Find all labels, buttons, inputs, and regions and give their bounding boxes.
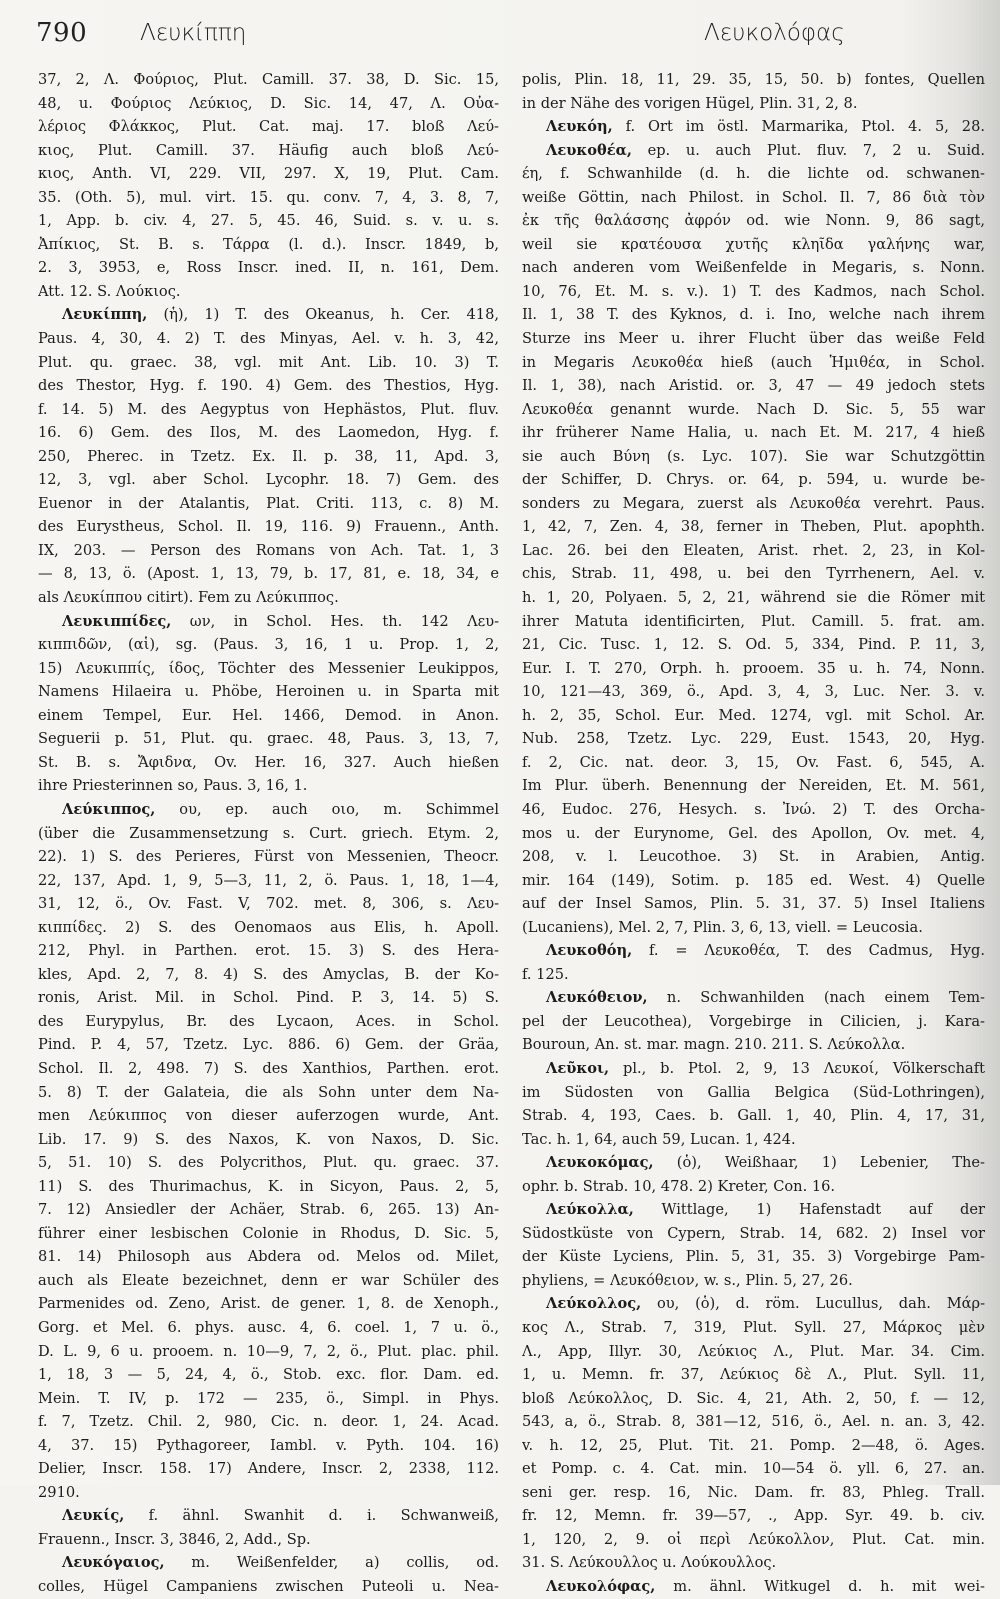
line-text: 10, 76, Et. M. s. v.). 1) T. des Kadmos, nach Schol. [522,282,985,300]
line-text: m. ähnl. Witkugel d. h. mit wei- [655,1578,985,1595]
text-line [38,162,499,186]
line-text: D. L. 9, 6 u. prooem. n. 10—9, 7, 2, ö., Plut. plac. phil. [38,1342,499,1360]
line-text: Plut. qu. graec. 38, vgl. mit Ant. Lib. 10. 3) T. [38,353,499,371]
text-line [38,327,499,351]
text-line [522,586,985,610]
text-line [522,186,985,210]
text-line [38,115,499,139]
line-text: Im Plur. überh. Benennung der Nereiden, Et. M. 561, [522,777,985,795]
text-line [522,1504,985,1528]
line-text: Frauenn., Inscr. 3, 3846, 2, Add., Sp. [38,1530,311,1548]
line-text: 250, Pherec. in Tzetz. Ex. Il. p. 38, 11, Apd. 3, [38,447,499,465]
line-text: weil sie κρατέουσα χυτῆς κληῖδα γαλήνης war, [522,235,985,253]
text-line [522,1104,985,1128]
text-line [522,704,985,728]
entry-start-line [522,986,985,1010]
text-line [522,68,985,92]
line-text: der Schiffer, D. Chrys. or. 64, p. 594, u. wurde be- [522,471,985,489]
line-text: ihr früherer Name Halia, u. nach Et. M. 217, 4 hieß [522,424,985,442]
line-text: ihre Priesterinnen so, Paus. 3, 16, 1. [38,777,308,795]
line-text: έη, f. Schwanhilde (d. h. die lichte od. schwanen- [522,165,985,183]
line-text: pl., b. Ptol. 2, 9, 13 Λευκοί, Völkerschaft [609,1059,985,1077]
line-text: als Λευκίππου citirt). Fem zu Λεύκιππος. [38,589,339,607]
text-line [38,1434,499,1458]
line-text: chis, Strab. 11, 498, u. bei den Tyrrhenern, Ael. v. [522,565,985,583]
line-text: polis, Plin. 18, 11, 29. 35, 15, 50. b) fontes, Quellen [522,71,985,88]
text-line [522,92,985,116]
line-text: 1, App. b. civ. 4, 27. 5, 45. 46, Suid. s. v. u. s. [38,212,499,230]
text-line [522,421,985,445]
text-line [522,562,985,586]
line-text: 208, v. l. Leucothoe. 3) St. in Arabien, Antig. [522,848,985,866]
line-text: Lib. 17. 9) S. des Naxos, K. von Naxos, D. Sic. [38,1130,499,1148]
line-text: h. 2, 35, Schol. Eur. Med. 1274, vgl. mit Schol. Ar. [522,706,985,724]
page-number: 790 [36,18,88,48]
text-line [38,468,499,492]
line-text: 12, 3, vgl. aber Schol. Lycophr. 18. 7) Gem. des [38,471,499,489]
line-text: 31, 12, ö., Ov. Fast. V, 702. met. 8, 306, s. Λευ- [38,895,499,913]
text-line [522,610,985,634]
text-line [522,892,985,916]
entry-start-line [522,1057,985,1081]
text-line [38,92,499,116]
line-text: f. 7, Tzetz. Chil. 2, 980, Cic. n. deor. 1, 24. Acad. [38,1413,499,1431]
line-text: Il. 1, 38), nach Aristid. or. 3, 47 — 49 jedoch stets [522,377,985,395]
line-text: Mein. T. IV, p. 172 — 235, ö., Simpl. in Phys. [38,1389,499,1407]
text-line [38,1457,499,1481]
line-text: des Eurystheus, Schol. Il. 19, 116. 9) Frauenn., Anth. [38,518,499,536]
text-line [38,1081,499,1105]
line-text: auch als Eleate bezeichnet, denn er war Schüler des [38,1271,499,1289]
text-line [522,869,985,893]
text-line [522,1387,985,1411]
line-text: bloß Λεύκολλος, D. Sic. 4, 21, Ath. 2, 50, f. — 12, [522,1389,985,1407]
line-text: Strab. 4, 193, Caes. b. Gall. 1, 40, Plin. 4, 17, 31, [522,1107,985,1125]
line-text: 31. S. Λεύκουλλος u. Λούκουλλος. [522,1554,777,1572]
line-text: 37, 2, Λ. Φούριος, Plut. Camill. 37. 38, D. Sic. 15, [38,71,499,88]
line-text: Λευκοθέα genannt wurde. Nach D. Sic. 5, 55 war [522,400,985,418]
text-line [522,963,985,987]
line-text: Il. 1, 38 T. des Kyknos, d. i. Ino, welche nach ihrem [522,306,985,324]
text-line [38,280,499,304]
line-text: (Lucaniens), Mel. 2, 7, Plin. 3, 6, 13, viell. = Leucosia. [522,918,923,936]
line-text: nach anderen vom Weißenfelde in Megaris, s. Nonn. [522,259,985,277]
line-text: 1, 42, 7, Zen. 4, 38, ferner in Theben, Plut. apophth. [522,518,985,536]
text-line [522,1245,985,1269]
line-text: ophr. b. Strab. 10, 478. 2) Kreter, Con. 16. [522,1177,836,1195]
line-text: Sturze ins Meer u. ihrer Flucht über das weiße Feld [522,330,985,348]
entry-headword: Λευκίππη, [62,306,148,324]
entry-headword: Λεύκολλος, [546,1295,642,1313]
text-line [38,916,499,940]
entry-start-line [522,1151,985,1175]
text-line [38,1198,499,1222]
line-text: Ἀπίκιος, St. B. s. Τάρρα (l. d.). Inscr. 1849, b, [38,235,499,253]
text-line [522,162,985,186]
text-line [522,1551,985,1575]
text-line [522,303,985,327]
entry-headword: Λευκοθόη, [546,942,633,960]
text-line [522,1434,985,1458]
text-line [522,468,985,492]
line-text: fr. 12, Memn. fr. 39—57, ., App. Syr. 49. b. civ. [522,1507,985,1525]
text-line [38,445,499,469]
entry-headword: Λεύκιππος, [62,800,156,818]
text-line [38,892,499,916]
line-text: (ἡ), 1) T. des Okeanus, h. Cer. 418, [147,306,499,324]
text-line [522,774,985,798]
line-text: 543, a, ö., Strab. 8, 381—12, 516, ö., Ael. n. an. 3, 42. [522,1413,985,1431]
line-text: führer einer lesbischen Colonie in Rhodus, D. Sic. 5, [38,1224,499,1242]
text-line [38,139,499,163]
entry-headword: Λευκοκόμας, [546,1154,654,1172]
running-head-first-entry: Λευκίππη [140,20,247,46]
line-text: Euenor in der Atalantis, Plat. Criti. 113, c. 8) M. [38,494,499,512]
line-text: mir. 164 (149), Sotim. p. 185 ed. West. 4) Quelle [522,871,985,889]
line-text: in der Nähe des vorigen Hügel, Plin. 31, 2, 8. [522,94,858,112]
text-line [522,398,985,422]
text-line [38,751,499,775]
text-line [522,916,985,940]
line-text: et Pomp. c. 4. Cat. min. 10—54 ö. yll. 6, 27. an. [522,1460,985,1478]
entry-start-line [38,798,499,822]
entry-headword: Λευκοθέα, [546,141,632,159]
text-line [38,939,499,963]
line-text: ihrer Matuta identificirten, Plut. Camill. 5. frat. am. [522,612,985,630]
text-line [38,1575,499,1599]
line-text: ronis, Arist. Mil. in Schol. Pind. P. 3, 14. 5) S. [38,989,499,1007]
line-text: Pind. P. 4, 57, Tzetz. Lyc. 886. 6) Gem. der Gräa, [38,1036,499,1054]
line-text: 7. 12) Ansiedler der Achäer, Strab. 6, 265. 13) An- [38,1201,499,1219]
line-text: sie auch Βύνη (s. Lyc. 107). Sie war Schutzgöttin [522,447,985,465]
text-line [522,515,985,539]
text-line [38,986,499,1010]
line-text: Südostküste von Cypern, Strab. 14, 682. 2) Insel vor [522,1224,985,1242]
line-text: Λ., App, Illyr. 30, Λεύκιος Λ., Plut. Mar. 34. Cim. [522,1342,985,1360]
text-line [38,351,499,375]
line-text: f. 14. 5) M. des Aegyptus von Hephästos, Plut. fluv. [38,400,499,418]
line-text: f. = Λευκοθέα, T. des Cadmus, Hyg. [632,942,985,960]
line-text: Delier, Inscr. 158. 17) Andere, Inscr. 2, 2338, 112. [38,1460,499,1478]
right-column [522,68,985,1599]
text-line [38,492,499,516]
line-text: 46, Eudoc. 276, Hesych. s. Ἰνώ. 2) T. des Orcha- [522,800,985,818]
line-text: Eur. I. T. 270, Orph. h. prooem. 35 u. h. 74, Nonn. [522,659,985,677]
line-text: men Λεύκιππος von dieser auferzogen wurde, Ant. [38,1107,499,1125]
text-line [522,539,985,563]
line-text: seni ger. resp. 16, Nic. Dam. fr. 83, Phleg. Trall. [522,1483,985,1501]
line-text: des Eurypylus, Br. des Lycaon, Aces. in Schol. [38,1012,499,1030]
text-line [38,633,499,657]
line-text: 5, 51. 10) S. des Polycrithos, Plut. qu. graec. 37. [38,1154,499,1172]
text-line [38,256,499,280]
text-line [522,1010,985,1034]
line-text: ου, (ὁ), d. röm. Lucullus, dah. Μάρ- [641,1295,985,1313]
line-text: einem Tempel, Eur. Hel. 1466, Demod. in Anon. [38,706,499,724]
line-text: κιος, Anth. VI, 229. VII, 297. X, 19, Plut. Cam. [38,165,499,183]
line-text: Wittlage, 1) Hafenstadt auf der [633,1201,985,1219]
line-text: 1, 120, 2, 9. οἱ περὶ Λεύκολλον, Plut. Cat. min. [522,1530,985,1548]
text-line [522,1033,985,1057]
text-line [38,1033,499,1057]
line-text: 22). 1) S. des Perieres, Fürst von Messenien, Theocr. [38,848,499,866]
text-line [38,680,499,704]
line-text: κος Λ., Strab. 7, 319, Plut. Syll. 27, Μάρκος μὲν [522,1318,985,1336]
text-line [38,1316,499,1340]
text-line [38,1057,499,1081]
line-text: 16. 6) Gem. des Ilos, M. des Laomedon, Hyg. f. [38,424,499,442]
line-text: Lac. 26. bei den Eleaten, Arist. rhet. 2, 23, in Kol- [522,541,985,559]
text-line [38,421,499,445]
text-line [522,351,985,375]
text-line [38,1292,499,1316]
line-text: f. Ort im östl. Marmarika, Ptol. 4. 5, 28. [612,118,985,136]
entry-headword: Λευκίς, [62,1507,125,1525]
text-line [38,539,499,563]
entry-headword: Λευκιππίδες, [62,612,172,630]
text-line [38,186,499,210]
line-text: IX, 203. — Person des Romans von Ach. Tat. 1, 3 [38,541,499,559]
text-line [522,1175,985,1199]
text-line [522,751,985,775]
line-text: f. 125. [522,965,569,983]
text-line [522,1128,985,1152]
text-line [38,1104,499,1128]
line-text: in Megaris Λευκοθέα hieß (auch Ἡμιθέα, in Schol. [522,353,985,371]
entry-headword: Λεύκολλα, [546,1201,634,1219]
line-text: f. ähnl. Swanhit d. i. Schwanweiß, [124,1507,499,1525]
line-text: m. Weißenfelder, a) collis, od. [164,1554,499,1572]
text-line [38,704,499,728]
line-text: (ὁ), Weißhaar, 1) Lebenier, The- [653,1154,985,1172]
text-line [522,1457,985,1481]
entry-start-line [38,303,499,327]
line-text: Seguerii p. 51, Plut. qu. graec. 48, Paus. 3, 13, 7, [38,730,499,748]
line-text: kles, Apd. 2, 7, 8. 4) S. des Amyclas, B. der Ko- [38,965,499,983]
text-line [522,1316,985,1340]
text-line [38,1410,499,1434]
text-line [522,1481,985,1505]
text-line [522,680,985,704]
text-line [522,327,985,351]
line-text: ου, ep. auch οιο, m. Schimmel [155,800,499,818]
text-line [38,1363,499,1387]
entry-start-line [38,1504,499,1528]
text-line [38,233,499,257]
line-text: ep. u. auch Plut. fluv. 7, 2 u. Suid. [631,141,985,159]
line-text: des Thestor, Hyg. f. 190. 4) Gem. des Thestios, Hyg. [38,377,499,395]
text-line [522,657,985,681]
line-text: Nub. 258, Tzetz. Lyc. 229, Eust. 1543, 20, Hyg. [522,730,985,748]
line-text: 5. 8) T. der Galateia, die als Sohn unter dem Na- [38,1083,499,1101]
line-text: 1, u. Memn. fr. 37, Λεύκιος δὲ Λ., Plut. Syll. 11, [522,1366,985,1384]
line-text: 48, u. Φούριος Λεύκιος, D. Sic. 14, 47, Λ. Οὐα- [38,94,499,112]
text-line [522,209,985,233]
line-text: 81. 14) Philosoph aus Abdera od. Melos od. Milet, [38,1248,499,1266]
entry-headword: Λεῦκοι, [546,1059,610,1077]
line-text: h. 1, 20, Polyaen. 5, 2, 21, während sie die Römer mit [522,589,985,607]
text-line [522,1410,985,1434]
line-text: λέριος Φλάκκος, Plut. Cat. maj. 17. bloß Λεύ- [38,118,499,136]
line-text: Bouroun, An. st. mar. magn. 210. 211. S. Λεύκολλα. [522,1036,906,1054]
entry-start-line [522,1198,985,1222]
entry-start-line [522,115,985,139]
text-line [38,374,499,398]
line-text: 10, 121—43, 369, ö., Apd. 3, 4, 3, Luc. Ner. 3. v. [522,683,985,701]
line-text: sonders zu Megara, zuerst als Λευκοθέα verehrt. Paus. [522,494,985,512]
text-line [38,1340,499,1364]
text-line [38,1222,499,1246]
line-text: Gorg. et Mel. 6. phys. ausc. 4, 6. coel. 1, 7 u. ö., [38,1318,499,1336]
line-text: auf der Insel Samos, Plin. 5. 31, 37. 5) Insel Italiens [522,895,985,913]
text-line [38,727,499,751]
text-line [38,1151,499,1175]
text-line [522,822,985,846]
line-text: 2910. [38,1483,80,1501]
line-text: colles, Hügel Campaniens zwischen Puteoli u. Nea- [38,1578,499,1595]
text-line [38,657,499,681]
entry-start-line [38,610,499,634]
text-line [38,1245,499,1269]
line-text: κιος, Plut. Camill. 37. Häufig auch bloß Λεύ- [38,141,499,159]
entry-headword: Λευκόη, [546,118,613,136]
line-text: v. h. 12, 25, Plut. Tit. 21. Pomp. 2—48, ö. Ages. [522,1436,985,1454]
text-line [38,562,499,586]
line-text: (über die Zusammensetzung s. Curt. griech. Etym. 2, [38,824,499,842]
text-line [522,1340,985,1364]
line-text: Att. 12. S. Λούκιος. [38,282,181,300]
line-text: Namens Hilaeira u. Phöbe, Heroinen u. in Sparta mit [38,683,499,701]
line-text: der Küste Lyciens, Plin. 5, 31, 35. 3) Vorgebirge Pam- [522,1248,985,1266]
text-line [522,1528,985,1552]
text-line [38,586,499,610]
entry-start-line [522,939,985,963]
line-text: 22, 137, Apd. 1, 9, 5—3, 11, 2, ö. Paus. 1, 18, 1—4, [38,871,499,889]
text-line [38,1175,499,1199]
line-text: 2. 3, 3953, e, Ross Inscr. ined. II, n. 161, Dem. [38,259,499,277]
text-line [522,1081,985,1105]
text-line [522,1363,985,1387]
line-text: Tac. h. 1, 64, auch 59, Lucan. 1, 424. [522,1130,796,1148]
text-line [38,1387,499,1411]
entry-start-line [522,1292,985,1316]
text-line [522,256,985,280]
line-text: ων, in Schol. Hes. th. 142 Λευ- [171,612,499,630]
line-text: n. Schwanhilden (nach einem Tem- [647,989,985,1007]
text-line [38,869,499,893]
line-text: mos u. der Eurynome, Gel. des Apollon, Ov. met. 4, [522,824,985,842]
text-line [38,1269,499,1293]
text-line [522,374,985,398]
text-line [38,845,499,869]
text-line [38,398,499,422]
line-text: im Südosten von Gallia Belgica (Süd-Lothringen), [522,1083,985,1101]
entry-start-line [522,1575,985,1599]
text-line [522,445,985,469]
text-line [38,1481,499,1505]
text-line [38,68,499,92]
line-text: 21, Cic. Tusc. 1, 12. S. Od. 5, 334, Pind. P. 11, 3, [522,636,985,654]
line-text: f. 2, Cic. nat. deor. 3, 15, Ov. Fast. 6, 545, A. [522,753,985,771]
text-line [522,845,985,869]
line-text: weiße Göttin, nach Philost. in Schol. Il. 7, 86 διὰ τὸν [522,188,985,206]
entry-start-line [522,139,985,163]
text-line [522,633,985,657]
line-text: pel der Leucothea), Vorgebirge in Cilicien, j. Kara- [522,1012,985,1030]
text-line [522,727,985,751]
text-line [38,515,499,539]
entry-headword: Λευκολόφας, [546,1578,656,1595]
text-line [522,280,985,304]
line-text: 15) Λευκιππίς, ίδος, Töchter des Messenier Leukippos, [38,659,499,677]
line-text: 4, 37. 15) Pythagoreer, Iambl. v. Pyth. 104. 16) [38,1436,499,1454]
text-line [38,963,499,987]
line-text: Paus. 4, 30, 4. 2) T. des Minyas, Ael. v. h. 3, 42, [38,330,499,348]
left-column [38,68,499,1599]
text-line [38,1528,499,1552]
line-text: ἐκ τῆς θαλάσσης ἀφρόν od. wie Nonn. 9, 86 sagt, [522,212,985,230]
text-line [522,1222,985,1246]
line-text: — 8, 13, ö. (Apost. 1, 13, 79, b. 17, 81, e. 18, 34, e [38,565,499,583]
text-line [522,233,985,257]
line-text: 11) S. des Thurimachus, K. in Sicyon, Paus. 2, 5, [38,1177,499,1195]
line-text: κιππιδῶν, (αἱ), sg. (Paus. 3, 16, 1 u. Prop. 1, 2, [38,636,499,654]
text-line [522,492,985,516]
entry-headword: Λευκόθειον, [546,989,648,1007]
line-text: Parmenides od. Zeno, Arist. de gener. 1, 8. de Xenoph., [38,1295,499,1313]
line-text: phyliens, = Λευκόθειον, w. s., Plin. 5, 27, 26. [522,1271,853,1289]
text-line [38,1128,499,1152]
line-text: 1, 18, 3 — 5, 24, 4, ö., Stob. exc. flor. Dam. ed. [38,1366,499,1384]
text-line [522,1269,985,1293]
running-head-last-entry: Λευκολόφας [704,20,845,46]
text-line [38,774,499,798]
page-header [36,14,980,54]
text-line [38,209,499,233]
line-text: κιππίδες. 2) S. des Oenomaos aus Elis, h. Apoll. [38,918,499,936]
text-line [522,798,985,822]
line-text: 212, Phyl. in Parthen. erot. 15. 3) S. des Hera- [38,942,499,960]
text-line [38,1010,499,1034]
line-text: St. B. s. Ἄφιδνα, Ov. Her. 16, 327. Auch hießen [38,753,499,771]
entry-start-line [38,1551,499,1575]
text-line [38,822,499,846]
line-text: Schol. Il. 2, 498. 7) S. des Xanthios, Parthen. erot. [38,1059,499,1077]
line-text: 35. (Oth. 5), mul. virt. 15. qu. conv. 7, 4, 3. 8, 7, [38,188,499,206]
entry-headword: Λευκόγαιος, [62,1554,165,1572]
